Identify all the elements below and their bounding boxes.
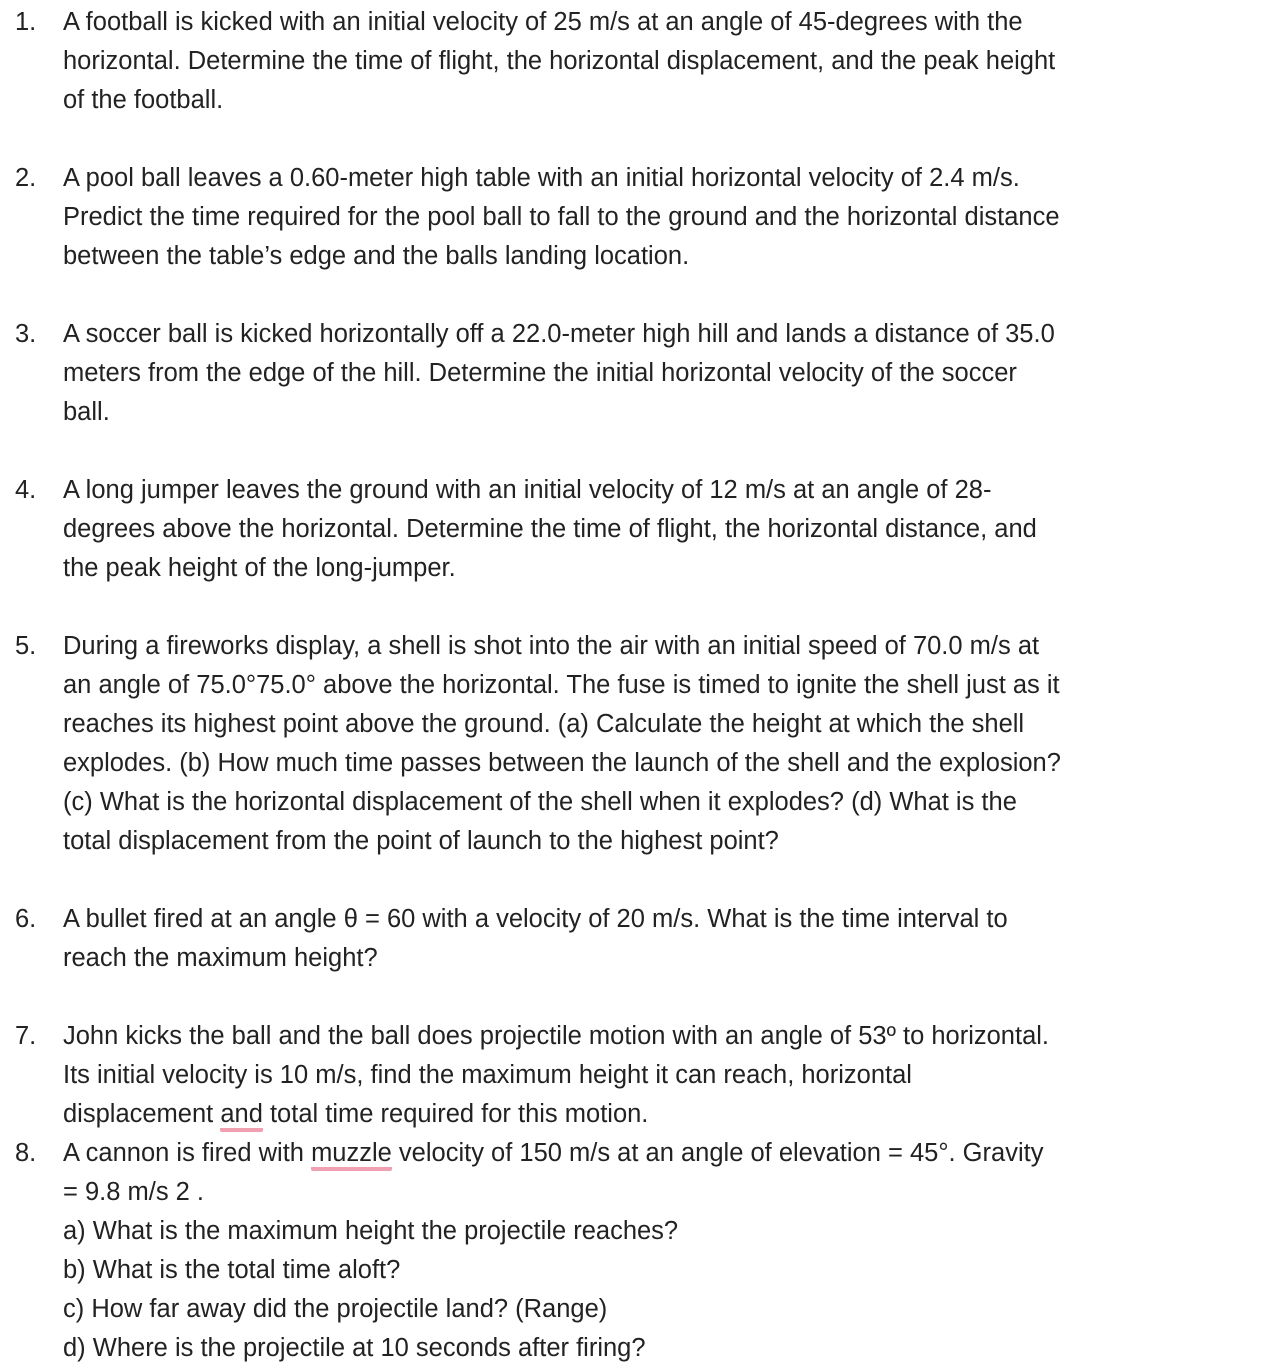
problem-text-line: total displacement from the point of launch to the highest point? xyxy=(63,827,779,855)
problem-text-line: (c) What is the horizontal displacement of the shell when it explodes? (d) What is the xyxy=(63,788,1017,816)
paragraph-gap xyxy=(0,432,1284,471)
text-segment: A cannon is fired with xyxy=(63,1139,312,1167)
paragraph-gap xyxy=(0,120,1284,159)
text-segment: displacement xyxy=(63,1100,221,1128)
problem-text-line: A pool ball leaves a 0.60-meter high table with an initial horizontal velocity of 2.4 m/s. xyxy=(63,164,1020,192)
problem-text-line: reaches its highest point above the ground. (a) Calculate the height at which the shell xyxy=(63,710,1025,738)
problem-text-line: c) How far away did the projectile land? (Range) xyxy=(63,1295,608,1323)
problem-number: 8. xyxy=(15,1139,37,1167)
problem-text-line: d) Where is the projectile at 10 seconds after firing? xyxy=(63,1334,646,1362)
problem-number: 1. xyxy=(15,8,37,36)
problem-number: 4. xyxy=(15,476,37,504)
text-segment: total time required for this motion. xyxy=(262,1100,649,1128)
problem-item xyxy=(0,627,1284,861)
problem-number: 7. xyxy=(15,1022,37,1050)
problem-text-line: During a fireworks display, a shell is shot into the air with an initial speed of 70.0 m/s at xyxy=(63,632,1040,660)
spellcheck-flagged-word[interactable]: muzzle xyxy=(311,1139,392,1171)
paragraph-gap xyxy=(0,276,1284,315)
problem-item xyxy=(0,471,1284,588)
problem-text-line: reach the maximum height? xyxy=(63,944,378,972)
problem-text-line: A soccer ball is kicked horizontally off a 22.0-meter high hill and lands a distance of 35.0 xyxy=(63,320,1055,348)
problem-text-line: meters from the edge of the hill. Determine the initial horizontal velocity of the soccer xyxy=(63,359,1017,387)
problem-text-line: between the table’s edge and the balls landing location. xyxy=(63,242,690,270)
problem-text-line: A bullet fired at an angle θ = 60 with a velocity of 20 m/s. What is the time interval to xyxy=(63,905,1008,933)
problem-text-line: an angle of 75.0°75.0° above the horizontal. The fuse is timed to ignite the shell just as it xyxy=(63,671,1060,699)
problem-text-line: explodes. (b) How much time passes between the launch of the shell and the explosion? xyxy=(63,749,1061,777)
problem-number: 2. xyxy=(15,164,37,192)
paragraph-gap xyxy=(0,861,1284,900)
paragraph-gap xyxy=(0,978,1284,1017)
problem-number: 3. xyxy=(15,320,37,348)
problem-text-line: A football is kicked with an initial velocity of 25 m/s at an angle of 45-degrees with the xyxy=(63,8,1023,36)
problem-text-line: = 9.8 m/s 2 . xyxy=(63,1178,205,1206)
problem-item xyxy=(0,900,1284,978)
problem-text-line: Its initial velocity is 10 m/s, find the maximum height it can reach, horizontal xyxy=(63,1061,912,1089)
problem-text-line: Predict the time required for the pool ball to fall to the ground and the horizontal distance xyxy=(63,203,1060,231)
problem-text-line: of the football. xyxy=(63,86,224,114)
problem-text-line: ball. xyxy=(63,398,110,426)
problem-item xyxy=(0,1017,1284,1134)
paragraph-gap xyxy=(0,588,1284,627)
text-segment: velocity of 150 m/s at an angle of elevation = 45°. Gravity xyxy=(391,1139,1044,1167)
problem-text-line: a) What is the maximum height the projectile reaches? xyxy=(63,1217,679,1245)
problem-text-line xyxy=(63,1134,1284,1173)
problem-text-line: horizontal. Determine the time of flight, the horizontal displacement, and the peak height xyxy=(63,47,1056,75)
problem-text-line: b) What is the total time aloft? xyxy=(63,1256,401,1284)
problem-text-line xyxy=(63,1095,1284,1134)
spellcheck-flagged-word[interactable]: and xyxy=(220,1100,263,1132)
problem-item xyxy=(0,159,1284,276)
problem-text-line: the peak height of the long-jumper. xyxy=(63,554,456,582)
problem-number: 6. xyxy=(15,905,37,933)
problem-item xyxy=(0,3,1284,120)
problem-text-line: John kicks the ball and the ball does projectile motion with an angle of 53º to horizontal. xyxy=(63,1022,1049,1050)
problem-item xyxy=(0,315,1284,432)
problem-number: 5. xyxy=(15,632,37,660)
problem-text-line: A long jumper leaves the ground with an initial velocity of 12 m/s at an angle of 28- xyxy=(63,476,992,504)
problem-text-line: degrees above the horizontal. Determine the time of flight, the horizontal distance, and xyxy=(63,515,1037,543)
problem-item xyxy=(0,1134,1284,1368)
